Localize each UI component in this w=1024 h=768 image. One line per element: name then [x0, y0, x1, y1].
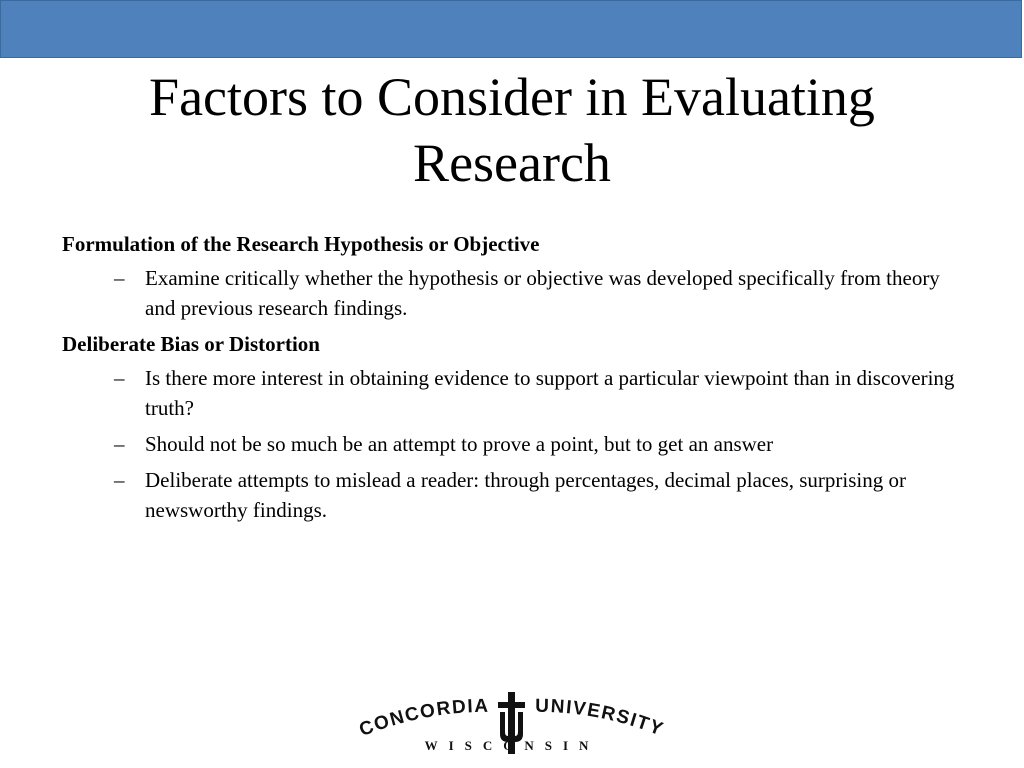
slide-title [40, 64, 984, 196]
slide-content [62, 229, 962, 531]
logo-graphic [356, 690, 668, 756]
bullet-text: Examine critically whether the hypothesis or objective was developed specifically from theory and previous research findings. [145, 266, 940, 320]
dash-marker: – [114, 468, 125, 492]
slide-title-line-2: Research [413, 133, 611, 193]
bullet-item [62, 429, 962, 459]
bullet-item [62, 363, 962, 423]
bullet-text: Deliberate attempts to mislead a reader: through percentages, decimal places, surprising or newsworthy findings. [145, 468, 906, 522]
logo-word-left [357, 696, 490, 741]
section-heading: Deliberate Bias or Distortion [62, 332, 320, 356]
logo-subtitle: WISCONSIN [424, 738, 600, 753]
dash-marker: – [114, 266, 125, 290]
header-bar [0, 0, 1022, 58]
logo-word-right [535, 696, 667, 741]
section-hypothesis [62, 229, 962, 323]
logo-word-left-path: CONCORDIA [356, 695, 490, 741]
section-heading: Formulation of the Research Hypothesis or Objective [62, 232, 540, 256]
bullet-text: Should not be so much be an attempt to prove a point, but to get an answer [145, 432, 774, 456]
bullet-item [62, 263, 962, 323]
bullet-text: Is there more interest in obtaining evidence to support a particular viewpoint than in discovering truth? [145, 366, 955, 420]
concordia-university-logo [356, 690, 668, 756]
bullet-item [62, 465, 962, 525]
logo-word-right-path: UNIVERSITY [535, 695, 667, 741]
slide-title-line-1: Factors to Consider in Evaluating [149, 67, 875, 127]
dash-marker: – [114, 432, 125, 456]
bullet-list [62, 263, 962, 323]
bullet-list [62, 363, 962, 525]
section-bias [62, 329, 962, 525]
dash-marker: – [114, 366, 125, 390]
